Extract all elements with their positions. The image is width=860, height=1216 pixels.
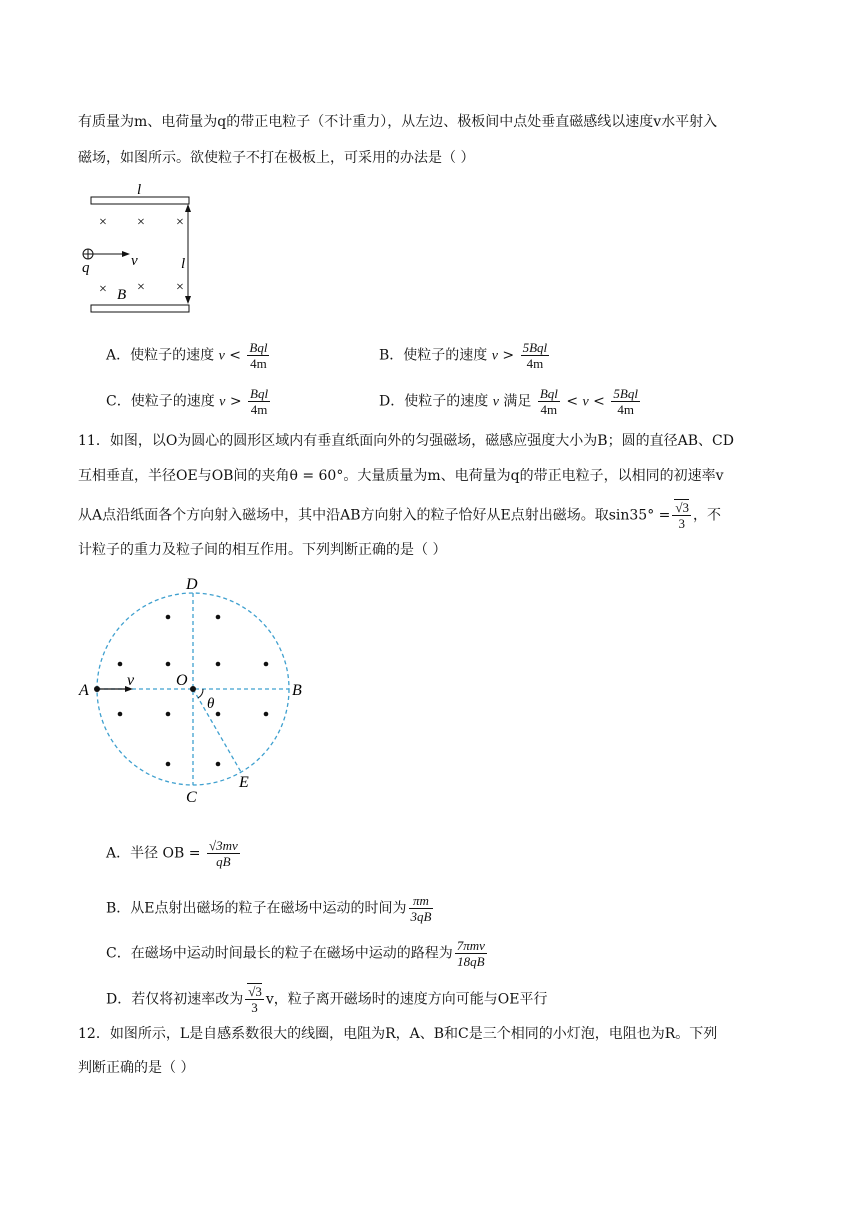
figure-circle [76,572,316,812]
cross-mark: × [176,280,184,295]
q11-option-b[interactable]: B．从E点射出磁场的粒子在磁场中运动的时间为 $\frac{\pi m}{3qB}$ [106,893,432,924]
q11-option-a[interactable]: A．半径 OB = $\frac{√3mv}{qB}$ [106,838,238,869]
q10-option-c[interactable]: C．使粒子的速度 v > $\frac{\text{Bql}}{4m}$ [106,386,269,417]
cross-mark: × [137,280,145,295]
q10-option-b[interactable]: B．使粒子的速度 v > $\frac{\text{5Bql}}{4m}$ [379,340,548,371]
label-A: A [79,682,89,699]
figure-plates [76,180,206,320]
cross-mark: × [99,215,107,230]
q12-line-2: 判断正确的是（ ） [78,1060,195,1076]
intro-line-1: 有质量为m、电荷量为q的带正电粒子（不计重力），从左边、极板间中点处垂直磁感线以速度v水平射入 [78,114,718,130]
point-o [190,686,196,692]
q10-option-a[interactable]: A．使粒子的速度 v < $\frac{\text{Bql}}{4m}$ [106,340,268,371]
intro-line-2: 磁场，如图所示。欲使粒子不打在极板上，可采用的办法是（ ） [78,150,475,166]
q12-line-1: 12．如图所示，L是自感系数很大的线圈，电阻为R，A、B和C是三个相同的小灯泡，电阻也为R。下列 [78,1026,718,1042]
label-q: q [82,260,90,276]
label-l-top: l [137,182,142,198]
label-theta: θ [207,696,215,712]
cross-mark: × [176,215,184,230]
q11-option-d[interactable]: D．若仅将初速率改为 $\frac{√3}{3}$ v，粒子离开磁场时的速度方向可能与OE平行 [106,984,548,1015]
q11-line-3: 从A点沿纸面各个方向射入磁场中，其中沿AB方向射入的粒子恰好从E点射出磁场。取sin35° = $\frac{√3}{3}$ ，不 [78,500,722,531]
q11-option-c[interactable]: C．在磁场中运动时间最长的粒子在磁场中运动的路程为 $\frac{\text{7πmv}}{18qB}$ [106,938,485,969]
radius-oe [193,689,241,772]
length-arrow-down [185,296,191,304]
label-B: B [292,682,302,699]
angle-arc [198,689,203,698]
label-v: v [127,672,135,689]
label-v: v [131,253,138,269]
q10-option-d[interactable]: D．使粒子的速度 v 满足 $\frac{\text{Bql}}{4m}$ < v < $\frac{\text{5Bql}}{4m}$ [379,386,638,417]
q11-line-2: 互相垂直，半径OE与OB间的夹角θ = 60°。大量质量为m、电荷量为q的带正电粒子，以相同的初速率v [78,468,724,484]
q11-line-1: 11．如图，以O为圆心的圆形区域内有垂直纸面向外的匀强磁场，磁感应强度大小为B；圆的直径AB、CD [78,433,734,449]
cross-mark: × [99,282,107,297]
length-arrow-up [185,204,191,212]
label-D: D [186,576,198,593]
label-O: O [176,672,188,689]
top-plate [91,197,189,204]
bottom-plate [91,305,189,312]
label-E: E [239,774,249,791]
cross-mark: × [137,215,145,230]
label-B: B [117,287,127,303]
label-C: C [186,789,197,806]
q11-line-4: 计粒子的重力及粒子间的相互作用。下列判断正确的是（ ） [78,542,447,558]
label-l-side: l [181,256,186,272]
